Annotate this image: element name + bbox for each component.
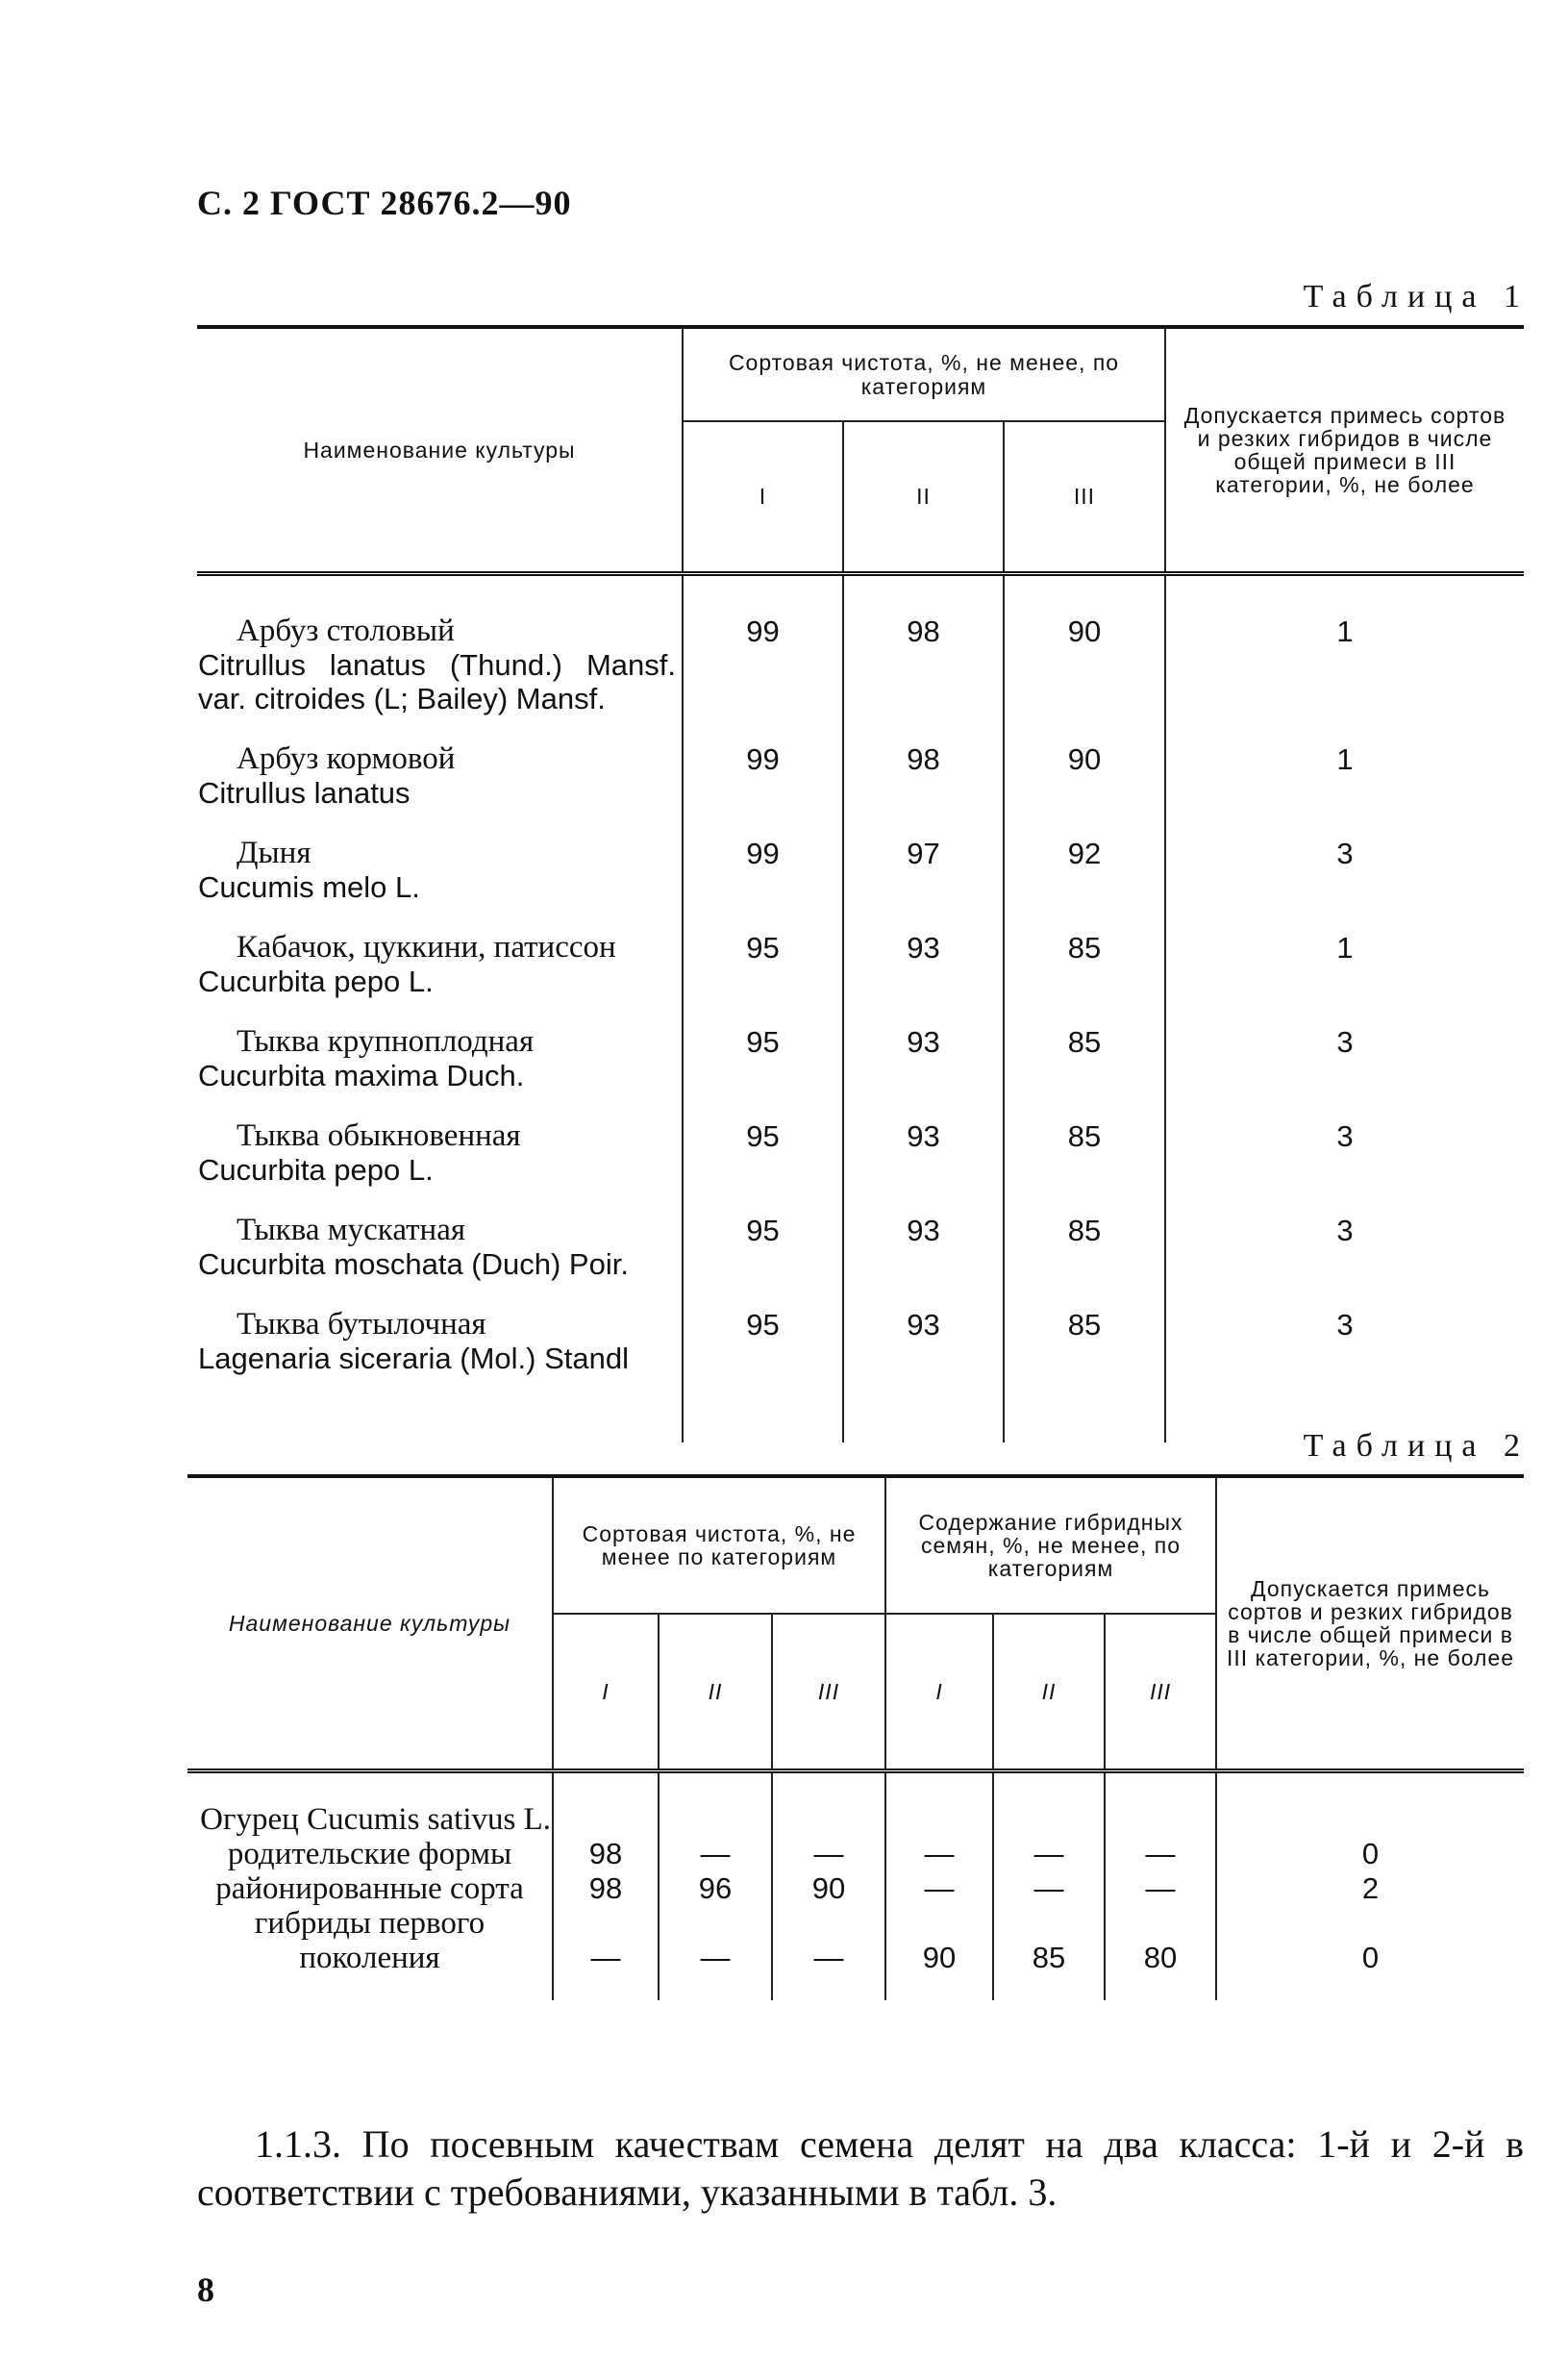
- table1-header-name: Наименование культуры: [197, 327, 683, 574]
- table2-header-purity-cat3: III: [772, 1614, 885, 1771]
- table1-row: [197, 917, 1524, 1012]
- purity-cat3: 85: [1004, 1012, 1165, 1106]
- table2-header-hybrid-cat3: III: [1105, 1614, 1216, 1771]
- table1-row: [197, 823, 1524, 917]
- purity-cat2: 98: [843, 574, 1004, 730]
- purity-cat1: 98: [553, 1837, 659, 1871]
- admixture-value: 3: [1165, 1294, 1524, 1442]
- crop-form-label: гибриды первого поколения: [254, 1906, 485, 1975]
- table1-header-purity: Сортовая чистота, %, не менее, по категориям: [683, 327, 1165, 421]
- purity-cat1: 98: [553, 1871, 659, 1906]
- purity-cat2: 93: [843, 1200, 1004, 1294]
- admixture-value: 1: [1165, 917, 1524, 1012]
- hybrid-cat1: —: [885, 1871, 993, 1906]
- table1-row: [197, 1200, 1524, 1294]
- table1-row: [197, 1012, 1524, 1106]
- table1-row: [197, 1294, 1524, 1442]
- crop-name-ru: Арбуз кормовой: [236, 741, 456, 776]
- crop-name-ru: Кабачок, цуккини, патиссон: [236, 930, 616, 965]
- purity-cat2: 98: [843, 729, 1004, 823]
- table2-header-purity-cat2: II: [659, 1614, 772, 1771]
- crop-name-latin: Cucurbita pepo L.: [198, 965, 434, 998]
- admixture-value: 3: [1165, 1106, 1524, 1200]
- hybrid-cat3: 80: [1105, 1906, 1216, 2000]
- table1-header-admixture: Допускается примесь сортов и резких гибридов в числе общей примеси в III категории, %, не более: [1165, 327, 1524, 574]
- purity-cat3: 85: [1004, 1106, 1165, 1200]
- purity-cat2: —: [659, 1906, 772, 2000]
- purity-cat2: 93: [843, 1012, 1004, 1106]
- table2-row: [187, 1837, 1524, 1871]
- purity-cat2: —: [659, 1837, 772, 1871]
- purity-cat1: —: [553, 1906, 659, 2000]
- purity-cat1: 99: [683, 574, 843, 730]
- admixture-value: 1: [1165, 574, 1524, 730]
- hybrid-cat2: 85: [993, 1906, 1105, 2000]
- crop-form-label: районированные сорта: [215, 1871, 524, 1906]
- crop-name-latin: Cucurbita moschata (Duch) Poir.: [198, 1247, 629, 1281]
- purity-cat3: 85: [1004, 917, 1165, 1012]
- admixture-value: 3: [1165, 823, 1524, 917]
- admixture-value: 3: [1165, 1200, 1524, 1294]
- crop-name-ru: Арбуз столовый: [236, 614, 455, 648]
- page-number: 8: [197, 2270, 214, 2309]
- admixture-value: 0: [1216, 1906, 1524, 2000]
- crop-name-latin: Citrullus lanatus (Thund.) Mansf. var. citroides (L; Bailey) Mansf.: [198, 648, 676, 715]
- table1-row: [197, 1106, 1524, 1200]
- crop-name-latin: Cucurbita maxima Duch.: [198, 1059, 525, 1092]
- crop-name-ru: Тыква крупноплодная: [236, 1024, 535, 1059]
- table2-header-name: Наименование культуры: [187, 1476, 553, 1771]
- hybrid-cat2: —: [993, 1837, 1105, 1871]
- paragraph-text: 1.1.3. По посевным качествам семена делят на два класса: 1-й и 2-й в соответствии с требованиями, указанными в табл. 3.: [197, 2122, 1524, 2214]
- table1: [197, 325, 1524, 1442]
- purity-cat2: 93: [843, 1106, 1004, 1200]
- table1-caption: Таблица 1: [1303, 279, 1530, 314]
- crop-name-ru: Дыня: [236, 836, 311, 870]
- purity-cat1: 99: [683, 823, 843, 917]
- table1-row: [197, 729, 1524, 823]
- purity-cat2: 93: [843, 917, 1004, 1012]
- purity-cat3: —: [772, 1906, 885, 2000]
- table2-crop-row: [187, 1771, 1524, 1838]
- purity-cat2: 93: [843, 1294, 1004, 1442]
- purity-cat1: 95: [683, 1294, 843, 1442]
- purity-cat1: 95: [683, 1106, 843, 1200]
- admixture-value: 3: [1165, 1012, 1524, 1106]
- purity-cat1: 99: [683, 729, 843, 823]
- admixture-value: 1: [1165, 729, 1524, 823]
- table2-header-hybrid: Содержание гибридных семян, %, не менее, по категориям: [885, 1476, 1216, 1614]
- crop-name-ru: Тыква мускатная: [236, 1213, 466, 1247]
- crop-name-latin: Lagenaria siceraria (Mol.) Standl: [198, 1342, 629, 1375]
- purity-cat3: 92: [1004, 823, 1165, 917]
- table2-header-purity-cat1: I: [553, 1614, 659, 1771]
- purity-cat3: 90: [1004, 574, 1165, 730]
- hybrid-cat1: 90: [885, 1906, 993, 2000]
- purity-cat1: 95: [683, 1012, 843, 1106]
- table2-row: [187, 1871, 1524, 1906]
- table2: [187, 1474, 1524, 2000]
- table2-row: [187, 1906, 1524, 2000]
- crop-name-ru: Тыква бутылочная: [236, 1307, 486, 1342]
- purity-cat3: 85: [1004, 1294, 1165, 1442]
- table2-header-hybrid-cat1: I: [885, 1614, 993, 1771]
- purity-cat3: 85: [1004, 1200, 1165, 1294]
- hybrid-cat3: —: [1105, 1837, 1216, 1871]
- hybrid-cat3: —: [1105, 1871, 1216, 1906]
- table2-header-admixture: Допускается примесь сортов и резких гибридов в числе общей примеси в III категории, %, не более: [1216, 1476, 1524, 1771]
- table1-header-cat1: I: [683, 421, 843, 574]
- table2-header-purity: Сортовая чистота, %, не менее по категориям: [553, 1476, 885, 1614]
- crop-form-label: родительские формы: [227, 1837, 512, 1871]
- purity-cat3: 90: [772, 1871, 885, 1906]
- crop-name-latin: Citrullus lanatus: [198, 776, 411, 810]
- table1-header-cat2: II: [843, 421, 1004, 574]
- page-header: С. 2 ГОСТ 28676.2—90: [197, 184, 572, 222]
- crop-name-ru: Тыква обыкновенная: [236, 1118, 521, 1153]
- hybrid-cat1: —: [885, 1837, 993, 1871]
- table2-caption: Таблица 2: [1303, 1428, 1530, 1464]
- table2-header-hybrid-cat2: II: [993, 1614, 1105, 1771]
- crop-name: Огурец Cucumis sativus L.: [200, 1802, 551, 1837]
- admixture-value: 2: [1216, 1871, 1524, 1906]
- purity-cat3: 90: [1004, 729, 1165, 823]
- hybrid-cat2: —: [993, 1871, 1105, 1906]
- purity-cat1: 95: [683, 917, 843, 1012]
- table1-row: [197, 574, 1524, 730]
- purity-cat2: 96: [659, 1871, 772, 1906]
- purity-cat3: —: [772, 1837, 885, 1871]
- purity-cat2: 97: [843, 823, 1004, 917]
- crop-name-latin: Cucurbita pepo L.: [198, 1153, 434, 1187]
- admixture-value: 0: [1216, 1837, 1524, 1871]
- crop-name-latin: Cucumis melo L.: [198, 870, 420, 904]
- purity-cat1: 95: [683, 1200, 843, 1294]
- table1-header-cat3: III: [1004, 421, 1165, 574]
- paragraph-1-1-3: [197, 2120, 1524, 2217]
